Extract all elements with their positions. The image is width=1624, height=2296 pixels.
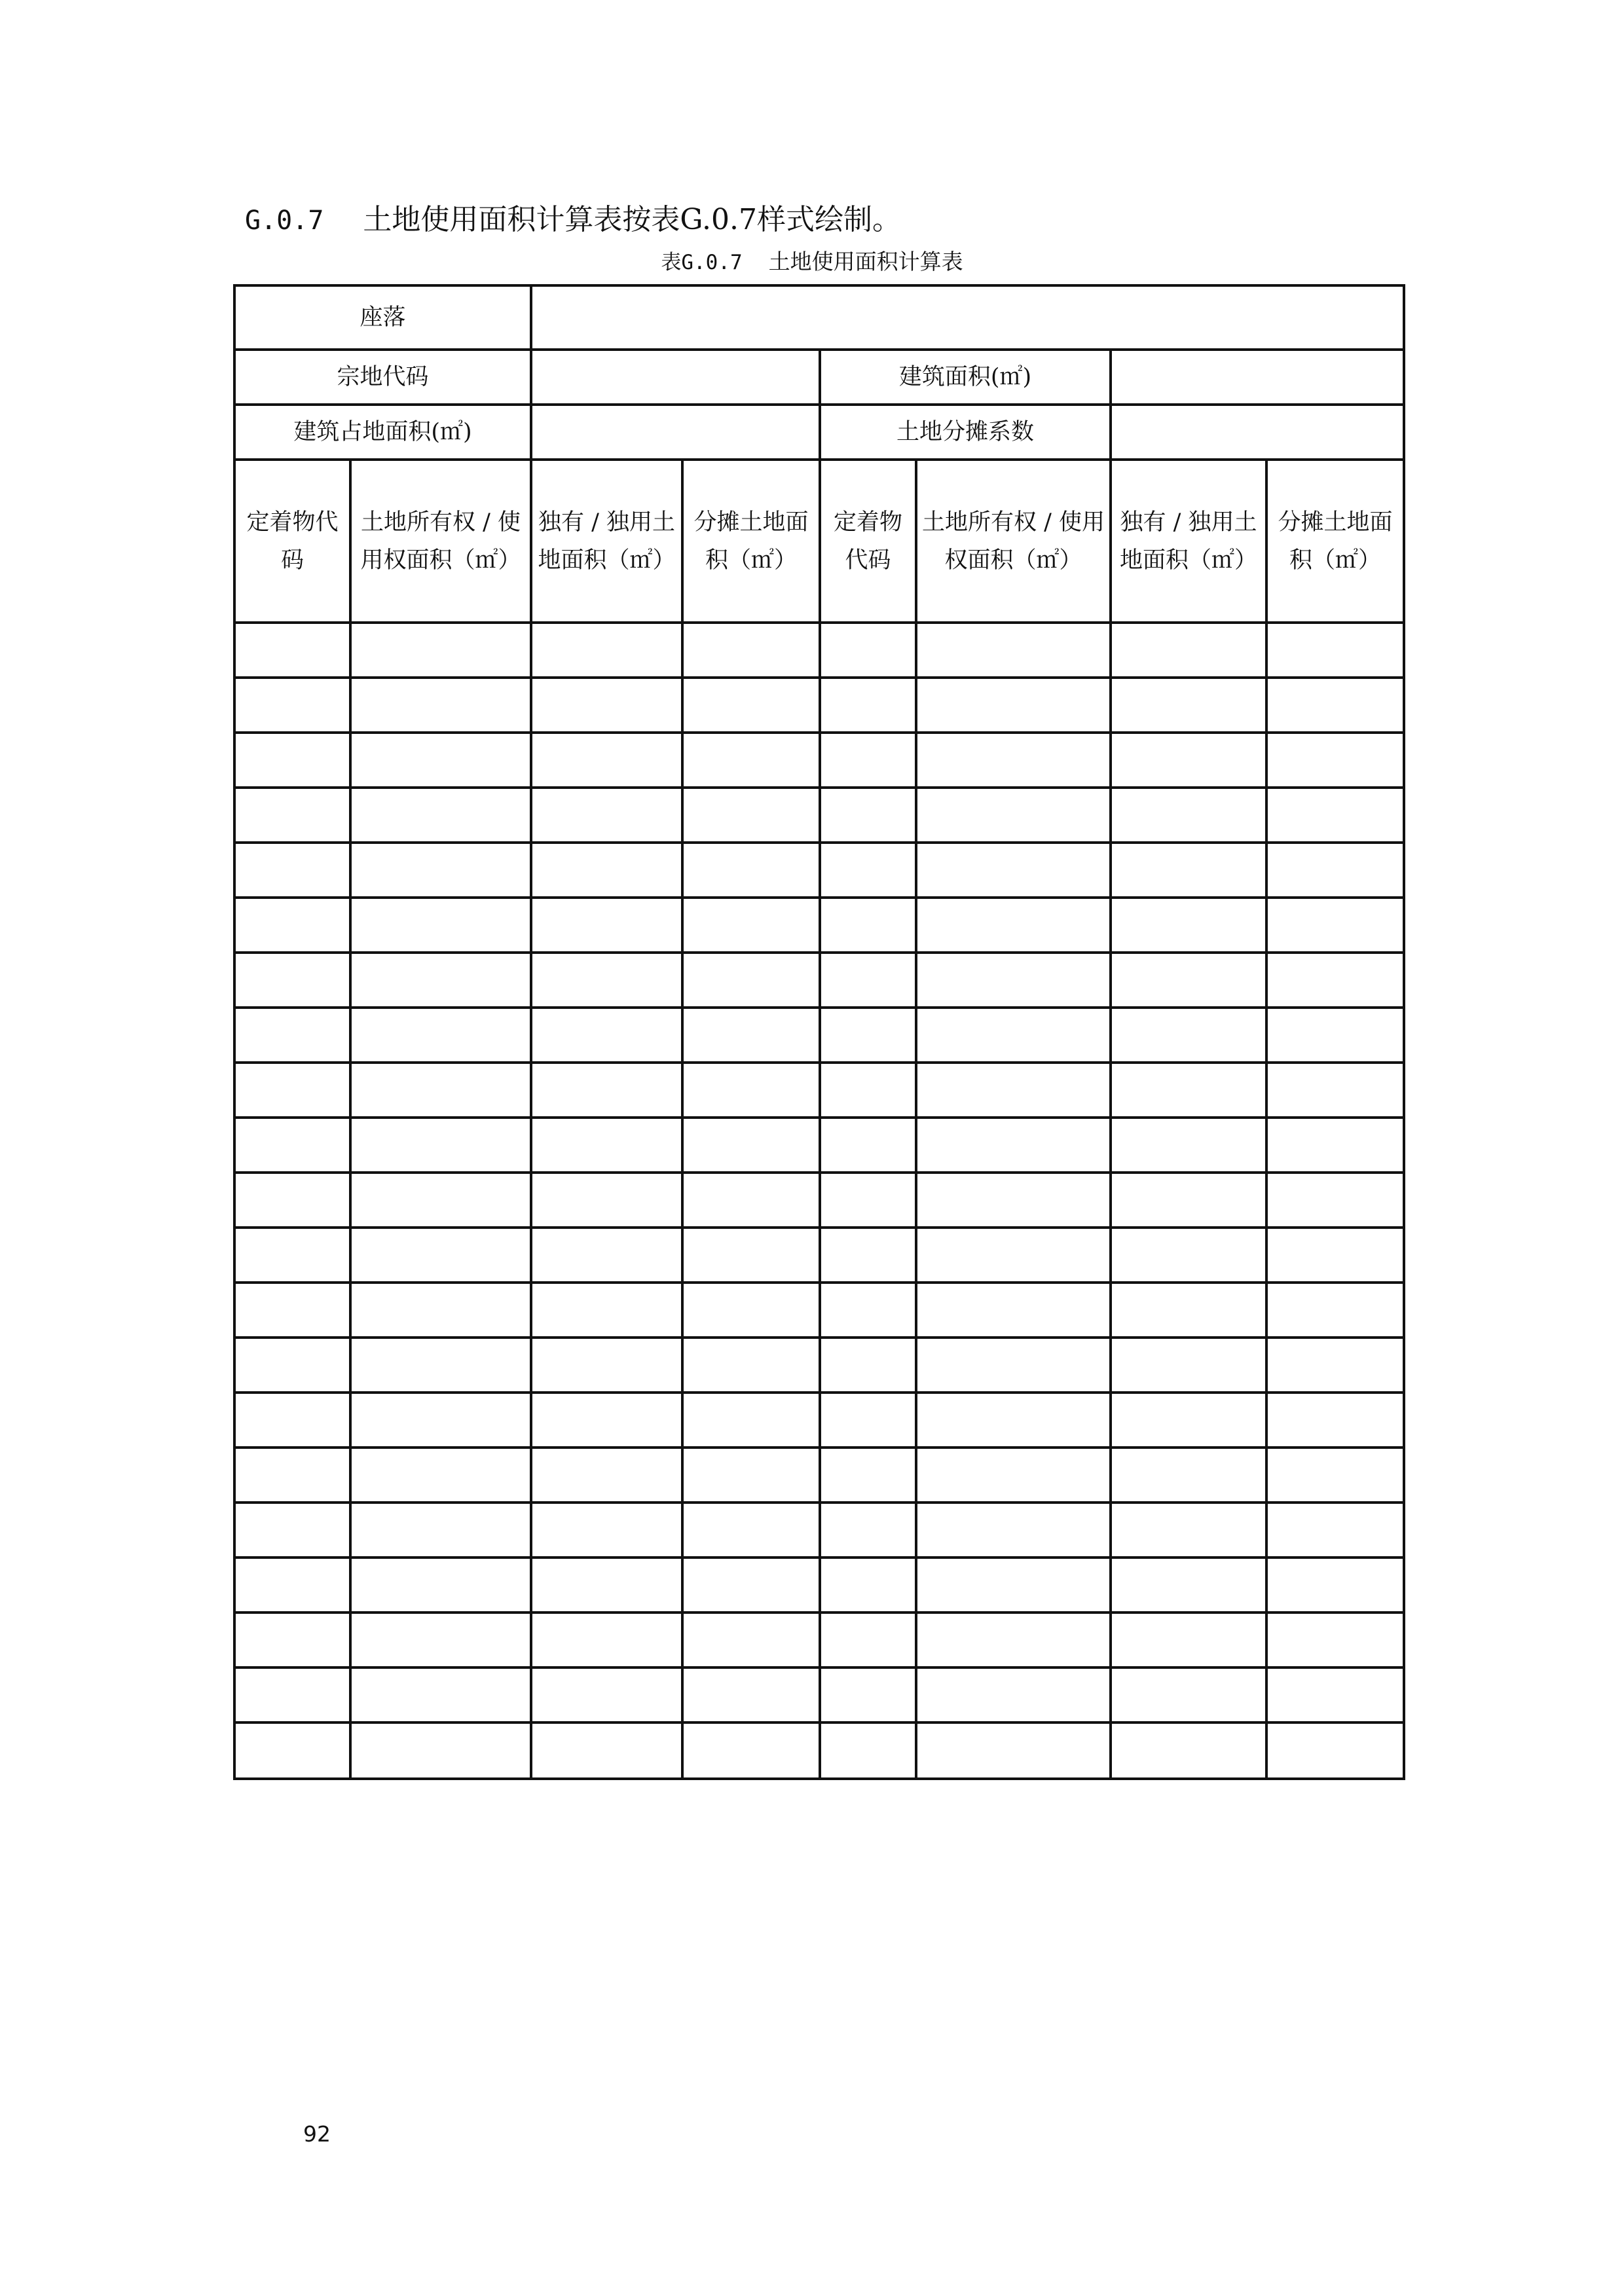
table-cell[interactable]: [1111, 1063, 1266, 1118]
page-number: 92: [303, 2121, 331, 2147]
table-cell[interactable]: [531, 1722, 682, 1779]
table-cell[interactable]: [916, 953, 1111, 1008]
column-header: 分摊土地面积（㎡）: [1266, 460, 1404, 623]
table-cell[interactable]: [531, 1283, 682, 1338]
table-caption: [0, 247, 1624, 277]
table-row: [234, 1393, 1404, 1448]
table-cell[interactable]: [916, 898, 1111, 953]
table-cell[interactable]: [531, 1393, 682, 1448]
footprint-value[interactable]: [531, 405, 820, 460]
table-cell[interactable]: [1266, 1338, 1404, 1393]
table-cell[interactable]: [682, 1503, 820, 1558]
table-cell[interactable]: [916, 623, 1111, 678]
land-use-area-table: [233, 284, 1405, 1780]
table-cell[interactable]: [234, 678, 350, 733]
table-cell[interactable]: [916, 1667, 1111, 1722]
table-row: [234, 1118, 1404, 1173]
apportion-coefficient-label: 土地分摊系数: [820, 405, 1111, 460]
table-cell[interactable]: [682, 1008, 820, 1063]
table-cell[interactable]: [1111, 1448, 1266, 1503]
table-cell[interactable]: [1111, 1283, 1266, 1338]
table-cell[interactable]: [682, 843, 820, 898]
column-header: 土地所有权 / 使用权面积（㎡）: [350, 460, 531, 623]
table-cell[interactable]: [1266, 898, 1404, 953]
table-row: [234, 1283, 1404, 1338]
table-row: [234, 843, 1404, 898]
table-cell[interactable]: [350, 1063, 531, 1118]
table-cell[interactable]: [820, 1722, 916, 1779]
table-cell[interactable]: [1111, 843, 1266, 898]
table-cell[interactable]: [820, 1448, 916, 1503]
section-heading: [245, 202, 901, 239]
table-cell[interactable]: [820, 1338, 916, 1393]
table-cell[interactable]: [1111, 1008, 1266, 1063]
table-cell[interactable]: [1266, 1008, 1404, 1063]
table-cell[interactable]: [350, 1667, 531, 1722]
table-cell[interactable]: [1111, 898, 1266, 953]
section-number: G.0.7: [245, 206, 324, 236]
table-cell[interactable]: [820, 1503, 916, 1558]
table-cell[interactable]: [350, 678, 531, 733]
table-cell[interactable]: [234, 1613, 350, 1667]
table-cell[interactable]: [1266, 788, 1404, 843]
table-cell[interactable]: [350, 1338, 531, 1393]
table-cell[interactable]: [531, 898, 682, 953]
table-cell[interactable]: [916, 1283, 1111, 1338]
table-cell[interactable]: [1266, 1283, 1404, 1338]
table-cell[interactable]: [1111, 1393, 1266, 1448]
table-row: [234, 623, 1404, 678]
table-cell[interactable]: [531, 733, 682, 788]
table-cell[interactable]: [916, 1448, 1111, 1503]
table-cell[interactable]: [916, 1173, 1111, 1228]
table-cell[interactable]: [1266, 1613, 1404, 1667]
table-row: [234, 1228, 1404, 1283]
table-cell[interactable]: [1266, 1722, 1404, 1779]
table-row: [234, 1063, 1404, 1118]
table-cell[interactable]: [234, 1118, 350, 1173]
table-cell[interactable]: [1266, 1558, 1404, 1613]
table-cell[interactable]: [234, 1503, 350, 1558]
footprint-label: 建筑占地面积(㎡): [234, 405, 531, 460]
table-cell[interactable]: [682, 1118, 820, 1173]
table-cell[interactable]: [682, 623, 820, 678]
table-cell[interactable]: [916, 678, 1111, 733]
table-cell[interactable]: [1266, 733, 1404, 788]
table-cell[interactable]: [350, 843, 531, 898]
column-header: 独有 / 独用土地面积（㎡）: [1111, 460, 1266, 623]
table-cell[interactable]: [531, 1613, 682, 1667]
table-row: [234, 1613, 1404, 1667]
table-cell[interactable]: [1111, 953, 1266, 1008]
table-cell[interactable]: [531, 1667, 682, 1722]
table-cell[interactable]: [234, 733, 350, 788]
table-cell[interactable]: [350, 1283, 531, 1338]
table-cell[interactable]: [916, 1722, 1111, 1779]
table-cell[interactable]: [682, 1338, 820, 1393]
table-cell[interactable]: [1111, 678, 1266, 733]
table-cell[interactable]: [234, 623, 350, 678]
location-row: [234, 285, 1404, 350]
table-cell[interactable]: [531, 1008, 682, 1063]
table-row: [234, 953, 1404, 1008]
table-cell[interactable]: [234, 1558, 350, 1613]
table-cell[interactable]: [234, 1008, 350, 1063]
table-cell[interactable]: [916, 733, 1111, 788]
table-cell[interactable]: [820, 1393, 916, 1448]
table-row: [234, 1667, 1404, 1722]
table-cell[interactable]: [531, 1173, 682, 1228]
table-cell[interactable]: [682, 678, 820, 733]
table-cell[interactable]: [682, 788, 820, 843]
table-cell[interactable]: [820, 898, 916, 953]
table-cell[interactable]: [1266, 1667, 1404, 1722]
table-row: [234, 733, 1404, 788]
location-label: 座落: [234, 285, 531, 350]
table-cell[interactable]: [916, 843, 1111, 898]
table-cell[interactable]: [682, 1393, 820, 1448]
table-cell[interactable]: [1111, 1228, 1266, 1283]
column-header: 定着物代码: [234, 460, 350, 623]
table-cell[interactable]: [1111, 1667, 1266, 1722]
table-cell[interactable]: [820, 788, 916, 843]
table-cell[interactable]: [682, 1558, 820, 1613]
table-cell[interactable]: [350, 1503, 531, 1558]
table-cell[interactable]: [350, 1613, 531, 1667]
table-cell[interactable]: [234, 1393, 350, 1448]
table-cell[interactable]: [1111, 1558, 1266, 1613]
table-cell[interactable]: [350, 1173, 531, 1228]
table-cell[interactable]: [531, 1118, 682, 1173]
table-cell[interactable]: [350, 1118, 531, 1173]
table-cell[interactable]: [350, 1008, 531, 1063]
table-cell[interactable]: [820, 623, 916, 678]
table-cell[interactable]: [1111, 788, 1266, 843]
table-cell[interactable]: [1266, 1173, 1404, 1228]
table-cell[interactable]: [1266, 623, 1404, 678]
table-cell[interactable]: [531, 623, 682, 678]
table-cell[interactable]: [234, 1448, 350, 1503]
column-header-row: [234, 460, 1404, 623]
section-text: 土地使用面积计算表按表G.0.7样式绘制。: [363, 203, 901, 236]
table-cell[interactable]: [531, 1448, 682, 1503]
table-cell[interactable]: [820, 1063, 916, 1118]
table-row: [234, 898, 1404, 953]
table-cell[interactable]: [531, 1338, 682, 1393]
table-cell[interactable]: [1111, 1173, 1266, 1228]
table-cell[interactable]: [234, 1283, 350, 1338]
table-cell[interactable]: [682, 1667, 820, 1722]
table-cell[interactable]: [350, 788, 531, 843]
column-header: 土地所有权 / 使用权面积（㎡）: [916, 460, 1111, 623]
table-cell[interactable]: [1266, 1393, 1404, 1448]
table-cell[interactable]: [350, 953, 531, 1008]
table-cell[interactable]: [820, 1008, 916, 1063]
table-cell[interactable]: [531, 788, 682, 843]
table-cell[interactable]: [916, 1063, 1111, 1118]
parcel-code-label: 宗地代码: [234, 350, 531, 405]
table-cell[interactable]: [350, 1448, 531, 1503]
table-cell[interactable]: [820, 678, 916, 733]
table-cell[interactable]: [350, 1228, 531, 1283]
table-cell[interactable]: [234, 788, 350, 843]
table-row: [234, 678, 1404, 733]
table-cell[interactable]: [820, 1228, 916, 1283]
table-row: [234, 1448, 1404, 1503]
table-cell[interactable]: [916, 1118, 1111, 1173]
table-cell[interactable]: [1111, 1338, 1266, 1393]
table-cell[interactable]: [350, 1722, 531, 1779]
table-cell[interactable]: [1111, 733, 1266, 788]
parcel-code-value[interactable]: [531, 350, 820, 405]
table-cell[interactable]: [820, 1613, 916, 1667]
table-cell[interactable]: [1111, 623, 1266, 678]
table-cell[interactable]: [916, 1228, 1111, 1283]
table-cell[interactable]: [1266, 1063, 1404, 1118]
table-cell[interactable]: [1266, 843, 1404, 898]
table-cell[interactable]: [234, 843, 350, 898]
table-cell[interactable]: [682, 953, 820, 1008]
table-cell[interactable]: [234, 1338, 350, 1393]
table-cell[interactable]: [531, 1063, 682, 1118]
table-row: [234, 1173, 1404, 1228]
table-cell[interactable]: [234, 898, 350, 953]
table-cell[interactable]: [531, 1558, 682, 1613]
table-cell[interactable]: [1111, 1118, 1266, 1173]
table-cell[interactable]: [234, 1722, 350, 1779]
table-row: [234, 1503, 1404, 1558]
table-cell[interactable]: [350, 623, 531, 678]
table-cell[interactable]: [1266, 1118, 1404, 1173]
table-cell[interactable]: [682, 1063, 820, 1118]
table-cell[interactable]: [531, 953, 682, 1008]
table-cell[interactable]: [234, 1667, 350, 1722]
table-caption-title: 土地使用面积计算表: [768, 249, 963, 274]
table-cell[interactable]: [916, 1613, 1111, 1667]
table-cell[interactable]: [820, 1667, 916, 1722]
table-cell[interactable]: [531, 678, 682, 733]
table-cell[interactable]: [916, 1008, 1111, 1063]
table-cell[interactable]: [820, 953, 916, 1008]
table-cell[interactable]: [820, 1283, 916, 1338]
table-cell[interactable]: [234, 953, 350, 1008]
table-cell[interactable]: [916, 1503, 1111, 1558]
table-row: [234, 1558, 1404, 1613]
column-header: 分摊土地面积（㎡）: [682, 460, 820, 623]
table-cell[interactable]: [350, 1558, 531, 1613]
table-cell[interactable]: [820, 733, 916, 788]
column-header: 定着物代码: [820, 460, 916, 623]
table-cell[interactable]: [916, 788, 1111, 843]
table-cell[interactable]: [1111, 1503, 1266, 1558]
table-cell[interactable]: [682, 1722, 820, 1779]
table-row: [234, 1338, 1404, 1393]
table-cell[interactable]: [1266, 1503, 1404, 1558]
table-cell[interactable]: [350, 898, 531, 953]
table-cell[interactable]: [916, 1558, 1111, 1613]
table-cell[interactable]: [1111, 1722, 1266, 1779]
footprint-row: [234, 405, 1404, 460]
table-cell[interactable]: [531, 843, 682, 898]
apportion-coefficient-value[interactable]: [1111, 405, 1404, 460]
table-cell[interactable]: [234, 1228, 350, 1283]
table-caption-number: 表G.0.7: [661, 251, 743, 274]
table-cell[interactable]: [531, 1228, 682, 1283]
table-cell[interactable]: [531, 1503, 682, 1558]
column-header: 独有 / 独用土地面积（㎡）: [531, 460, 682, 623]
table-cell[interactable]: [234, 1173, 350, 1228]
building-area-value[interactable]: [1111, 350, 1404, 405]
table-cell[interactable]: [916, 1393, 1111, 1448]
table-cell[interactable]: [682, 1448, 820, 1503]
table-cell[interactable]: [234, 1063, 350, 1118]
parcel-row: [234, 350, 1404, 405]
table-cell[interactable]: [820, 843, 916, 898]
table-cell[interactable]: [1266, 1228, 1404, 1283]
table-cell[interactable]: [820, 1558, 916, 1613]
table-cell[interactable]: [682, 1173, 820, 1228]
table-cell[interactable]: [1266, 1448, 1404, 1503]
table-cell[interactable]: [682, 1613, 820, 1667]
table-cell[interactable]: [1266, 953, 1404, 1008]
table-row: [234, 788, 1404, 843]
table-cell[interactable]: [820, 1118, 916, 1173]
table-cell[interactable]: [350, 1393, 531, 1448]
table-cell[interactable]: [1111, 1613, 1266, 1667]
table-cell[interactable]: [682, 898, 820, 953]
table-cell[interactable]: [820, 1173, 916, 1228]
building-area-label: 建筑面积(㎡): [820, 350, 1111, 405]
table-cell[interactable]: [350, 733, 531, 788]
table-cell[interactable]: [682, 1283, 820, 1338]
table-cell[interactable]: [682, 1228, 820, 1283]
table-row: [234, 1722, 1404, 1779]
table-cell[interactable]: [1266, 678, 1404, 733]
table-cell[interactable]: [682, 733, 820, 788]
table-cell[interactable]: [916, 1338, 1111, 1393]
location-value[interactable]: [531, 285, 1404, 350]
table-row: [234, 1008, 1404, 1063]
